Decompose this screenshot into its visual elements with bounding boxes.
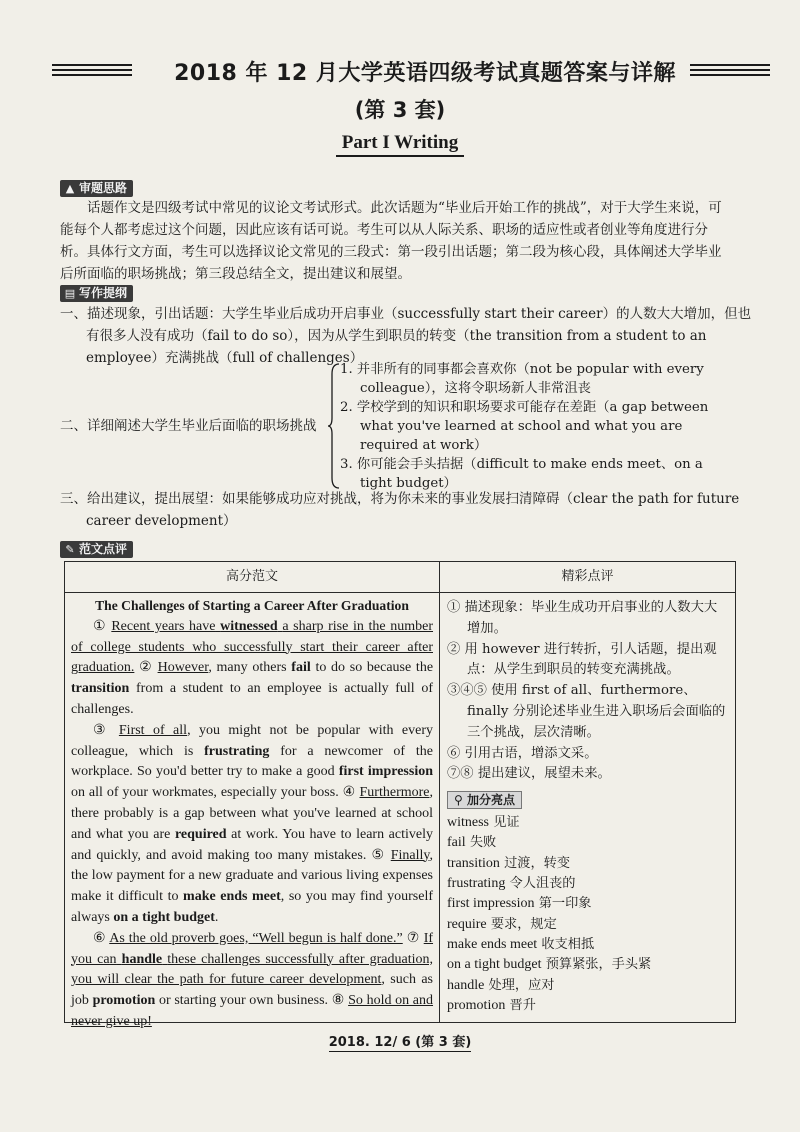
col-header-essay: 高分范文 [225,569,278,584]
vocab-item: make ends meet 收支相抵 [447,936,595,952]
column-divider [439,562,440,1022]
vocab-item: first impression 第一印象 [447,896,592,912]
magnifier-icon: ⚲ [454,793,463,808]
model-tag: ✎ 范文点评 [60,541,133,558]
table-header [65,562,735,593]
model-essay-table [64,561,736,1029]
page-title: 2018 年 12 月大学英语四级考试真题答案与详解 [174,61,676,86]
vocab-item: promotion 晋升 [447,997,536,1013]
essay-body [71,596,433,1033]
comment-item: ⑥ 引用古语，增添文采。 [447,745,598,761]
set-subtitle: (第 3 套) [354,98,446,122]
essay-paragraph-1: ① Recent years have witnessed a sharp rise in the number of college students who successfully start their career after graduation. ② However, many others fail to do so because the transition from a student to an employee is actually full of challenges. [71,618,434,717]
bonus-tag: ⚲ 加分亮点 [447,791,522,809]
pen-icon: ✎ [65,543,75,556]
page-footer: 2018. 12/ 6 (第 3 套) [328,1035,472,1050]
essay-paragraph-3: ⑥ As the old proverb goes, “Well begun is half done.” ⑦ If you can handle these challenges successfully after graduation, you will clear the path for future career development, such as job promotion or starting your own business. ⑧ So hold on and never give up! [71,930,434,1029]
outline-point-2: 二、详细阐述大学生毕业后面临的职场挑战 [60,418,317,434]
part-heading: Part I Writing [0,132,800,154]
analysis-text: 话题作文是四级考试中常见的议论文考试形式。此次话题为“毕业后开始工作的挑战”，对于大学生来说，可能每个人都考虑过这个问题，因此应该有话可说。考生可以从人际关系、职场的适应性或者创业等角度进行分析。具体行文方面，考生可以选择议论文常见的三段式：第一段引出话题；第二段为核心段，具体阐述大学毕业后所面临的职场挑战；第三段总结全文，提出建议和展望。 [60,200,722,282]
challenge-item: 2. 学校学到的知识和职场要求可能存在差距（a gap between what you've learned at school and what you are required at work） [340,400,709,453]
challenge-item: 1. 并非所有的同事都会喜欢你（not be popular with every colleague），这将令职场新人非常沮丧 [340,362,704,396]
vocab-item: on a tight budget 预算紧张，手头紧 [447,957,652,973]
vocab-item: handle 处理，应对 [447,977,555,993]
warning-icon: ▲ [65,182,75,195]
vocab-item: require 要求，规定 [447,916,557,932]
outline-point-3: 三、给出建议，提出展望：如果能够成功应对挑战，将为你未来的事业发展扫清障碍（clear the path for future career development） [60,491,740,529]
outline-point-1: 一、描述现象，引出话题：大学生毕业后成功开启事业（successfully start their career）的人数大大增加，但也有很多人没有成功（fail to do so），因为从学生到职员的转变（the transition from a student to an employee）充满挑战（full of challenges） [60,306,752,366]
brace-icon [327,362,341,490]
decorative-lines-left [52,64,132,78]
comment-item: ③④⑤ 使用 first of all、furthermore、finally 分别论述毕业生进入职场后会面临的三个挑战，层次清晰。 [447,683,726,740]
vocab-item: frustrating 令人沮丧的 [447,876,576,892]
challenge-item: 3. 你可能会手头拮据（difficult to make ends meet、on a tight budget） [340,457,703,491]
essay-paragraph-2: ③ First of all, you might not be popular with every colleague, which is frustrating for a newcomer of the workplace. So you'd better try to make a good first impression on all of your workmates, especially your boss. ④ Furthermore, there probably is a gap between what you've learned at school and what you are required at work. You have to learn actively and quickly, and avoid making too many mistakes. ⑤ Finally, the low payment for a new graduate and various living expenses make it difficult to make ends meet, so you may find yourself always on a tight budget. [71,722,433,925]
comment-item: ⑦⑧ 提出建议，展望未来。 [447,766,611,782]
title-row [40,56,770,90]
comment-item: ② 用 however 进行转折，引人话题，提出观点：从学生到职员的转变充满挑战。 [447,641,717,678]
notebook-icon: ▤ [64,287,76,300]
analysis-tag: ▲ 审题思路 [60,180,133,197]
vocab-list [447,813,727,1016]
col-header-comments: 精彩点评 [561,569,614,584]
vocab-item: witness 见证 [447,815,520,831]
vocab-item: fail 失败 [447,835,497,851]
vocab-item: transition 过渡，转变 [447,855,571,871]
comments-column [447,598,727,1016]
outline-tag: ▤ 写作提纲 [60,285,133,302]
essay-title: The Challenges of Starting a Career After Graduation [95,598,409,613]
comment-item: ① 描述现象：毕业生成功开启事业的人数大大增加。 [447,600,718,636]
decorative-lines-right [690,64,770,78]
challenge-list [340,360,724,493]
